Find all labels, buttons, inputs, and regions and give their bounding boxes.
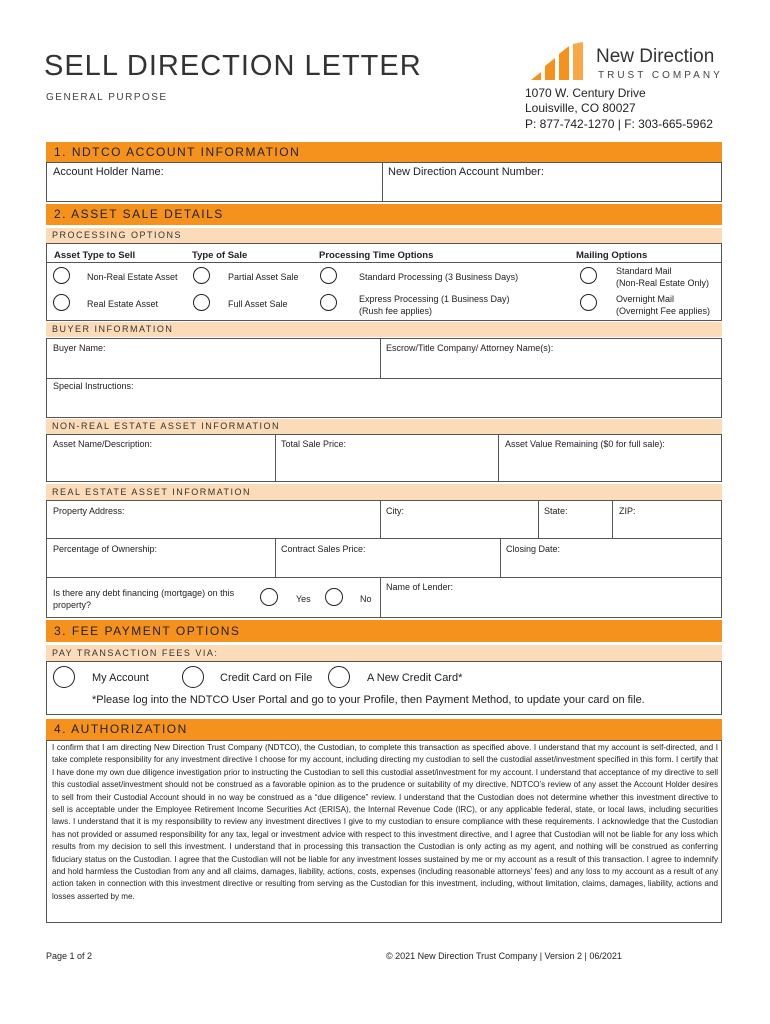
full-sale-radio[interactable] xyxy=(193,294,210,311)
lender-name-field[interactable]: Name of Lender: xyxy=(386,582,454,592)
debt-question-line-2: property? xyxy=(53,600,92,610)
divider xyxy=(538,500,539,538)
asset-type-header: Asset Type to Sell xyxy=(54,250,136,261)
standard-processing-radio[interactable] xyxy=(320,267,337,284)
divider xyxy=(46,378,722,379)
address-line-1: 1070 W. Century Drive xyxy=(525,86,646,100)
debt-question: Is there any debt financing (mortgage) on this xyxy=(53,588,235,598)
buyer-information-bar: BUYER INFORMATION xyxy=(46,322,722,337)
standard-mail-note: (Non-Real Estate Only) xyxy=(616,278,710,288)
non-real-estate-radio[interactable] xyxy=(53,267,70,284)
debt-no-radio[interactable] xyxy=(325,588,343,606)
overnight-mail-radio[interactable] xyxy=(580,294,597,311)
escrow-field[interactable]: Escrow/Title Company/ Attorney Name(s): xyxy=(386,343,554,353)
page-title: SELL DIRECTION LETTER xyxy=(44,50,422,82)
overnight-mail-label: Overnight Mail xyxy=(616,294,675,304)
company-name: New Direction xyxy=(596,46,715,67)
divider xyxy=(275,434,276,482)
divider xyxy=(382,162,383,202)
company-subname: TRUST COMPANY xyxy=(598,70,723,81)
section-4-header: 4. AUTHORIZATION xyxy=(46,719,722,740)
my-account-radio[interactable] xyxy=(53,666,75,688)
new-card-radio[interactable] xyxy=(328,666,350,688)
express-processing-radio[interactable] xyxy=(320,294,337,311)
overnight-mail-note: (Overnight Fee applies) xyxy=(616,306,711,316)
express-processing-note: (Rush fee applies) xyxy=(359,306,433,316)
pay-via-bar: PAY TRANSACTION FEES VIA: xyxy=(46,645,722,661)
processing-options-bar: PROCESSING OPTIONS xyxy=(46,228,722,243)
authorization-text: I confirm that I am directing New Direction Trust Company (NDTCO), the Custodian, to complete this transaction as specified above. I understand that my account is self-directed, and I take complete responsibility for any investment directive I choose for my account, including directing my custodian to sell the custodial asset/investment specified in this form. I certify that I have done my own due diligence investigation prior to instructing the Custodian to sell this custodial asset/investment for my account. I understand that acceptance of my directive to sell this custodial asset/investment should not be construed as a favorable opinion as to the prudence or suitability of my directive. NDTCO’s review of any asset the Account Holder desires to sell from their Custodial Account should in no way be construed as a “due diligence” review. I understand that the Custodian does not determine whether this investment directive to sell is acceptable under the Employee Retirement Income Securities Act (ERISA), the Internal Revenue Code (IRC), or any applicable federal, state, or local laws, including securities laws. I understand that it is my responsibility to review any investment directives I give to my custodian to ensure compliance with these requirements. I acknowledge that the Custodian has not provided or assumed responsibility for any tax, legal or investment advice with respect to this investment directive, and I agree that Custodian will not be liable for any loss which results from my decision to sell this investment. I understand that in processing this transaction the Custodian is only acting as my agent, and nothing will be construed as conferring fiduciary status on the Custodian. I agree that the Custodian will not be liable for any investment losses sustained by me or my account as a result of this transaction. I agree to indemnify and hold harmless the Custodian from any and all claims, damages, liability, actions, costs, expenses (including reasonable attorneys’ fees) and any loss to my account as a result of any action taken in connection with this investment directive or resulting from serving as the Custodian for this investment, including, without limitation, claims, damages, liability, actions and losses asserted by me. xyxy=(52,743,718,901)
card-update-note: *Please log into the NDTCO User Portal and go to your Profile, then Payment Method, to update your card on file. xyxy=(92,694,645,706)
copyright: © 2021 New Direction Trust Company | Version 2 | 06/2021 xyxy=(386,951,622,961)
section-1-header: 1. NDTCO ACCOUNT INFORMATION xyxy=(46,142,722,162)
non-real-estate-label: Non-Real Estate Asset xyxy=(87,272,178,282)
company-logo-icon xyxy=(527,42,591,84)
page-number: Page 1 of 2 xyxy=(46,951,93,961)
divider xyxy=(46,262,722,263)
asset-name-field[interactable]: Asset Name/Description: xyxy=(53,439,153,449)
fee-payment-box xyxy=(46,661,722,715)
phone-fax-line: P: 877-742-1270 | F: 303-665-5962 xyxy=(525,117,713,131)
new-card-label: A New Credit Card* xyxy=(367,672,463,684)
divider xyxy=(380,338,381,378)
full-sale-label: Full Asset Sale xyxy=(228,299,288,309)
asset-value-remaining-field[interactable]: Asset Value Remaining ($0 for full sale): xyxy=(505,439,665,449)
special-instructions-field[interactable]: Special Instructions: xyxy=(53,381,134,391)
divider xyxy=(498,434,499,482)
processing-time-header: Processing Time Options xyxy=(319,250,434,261)
buyer-name-field[interactable]: Buyer Name: xyxy=(53,343,106,353)
standard-processing-label: Standard Processing (3 Business Days) xyxy=(359,272,519,282)
account-holder-name-field[interactable]: Account Holder Name: xyxy=(53,166,164,178)
address-line-2: Louisville, CO 80027 xyxy=(525,101,636,115)
divider xyxy=(500,538,501,577)
zip-field[interactable]: ZIP: xyxy=(619,506,636,516)
card-on-file-label: Credit Card on File xyxy=(220,672,313,684)
debt-yes-label: Yes xyxy=(296,594,311,604)
standard-mail-radio[interactable] xyxy=(580,267,597,284)
page-subtitle: GENERAL PURPOSE xyxy=(46,92,168,103)
my-account-label: My Account xyxy=(92,672,149,684)
contract-sales-price-field[interactable]: Contract Sales Price: xyxy=(281,544,366,554)
divider xyxy=(275,538,276,577)
mailing-options-header: Mailing Options xyxy=(576,250,648,261)
state-field[interactable]: State: xyxy=(544,506,568,516)
real-estate-label: Real Estate Asset xyxy=(87,299,159,309)
partial-sale-label: Partial Asset Sale xyxy=(228,272,299,282)
card-on-file-radio[interactable] xyxy=(182,666,204,688)
section-2-header: 2. ASSET SALE DETAILS xyxy=(46,204,722,225)
account-number-field[interactable]: New Direction Account Number: xyxy=(388,166,544,178)
standard-mail-label: Standard Mail xyxy=(616,266,672,276)
percentage-ownership-field[interactable]: Percentage of Ownership: xyxy=(53,544,158,554)
divider xyxy=(380,577,381,618)
city-field[interactable]: City: xyxy=(386,506,404,516)
section-3-header: 3. FEE PAYMENT OPTIONS xyxy=(46,620,722,642)
divider xyxy=(612,500,613,538)
total-sale-price-field[interactable]: Total Sale Price: xyxy=(281,439,347,449)
divider xyxy=(46,577,722,578)
debt-yes-radio[interactable] xyxy=(260,588,278,606)
partial-sale-radio[interactable] xyxy=(193,267,210,284)
debt-no-label: No xyxy=(360,594,372,604)
real-estate-info-bar: REAL ESTATE ASSET INFORMATION xyxy=(46,484,722,500)
type-of-sale-header: Type of Sale xyxy=(192,250,248,261)
property-address-field[interactable]: Property Address: xyxy=(53,506,125,516)
closing-date-field[interactable]: Closing Date: xyxy=(506,544,561,554)
real-estate-box xyxy=(46,500,722,618)
divider xyxy=(380,500,381,538)
express-processing-label: Express Processing (1 Business Day) xyxy=(359,294,510,304)
real-estate-radio[interactable] xyxy=(53,294,70,311)
divider xyxy=(46,538,722,539)
non-real-estate-info-bar: NON-REAL ESTATE ASSET INFORMATION xyxy=(46,419,722,434)
